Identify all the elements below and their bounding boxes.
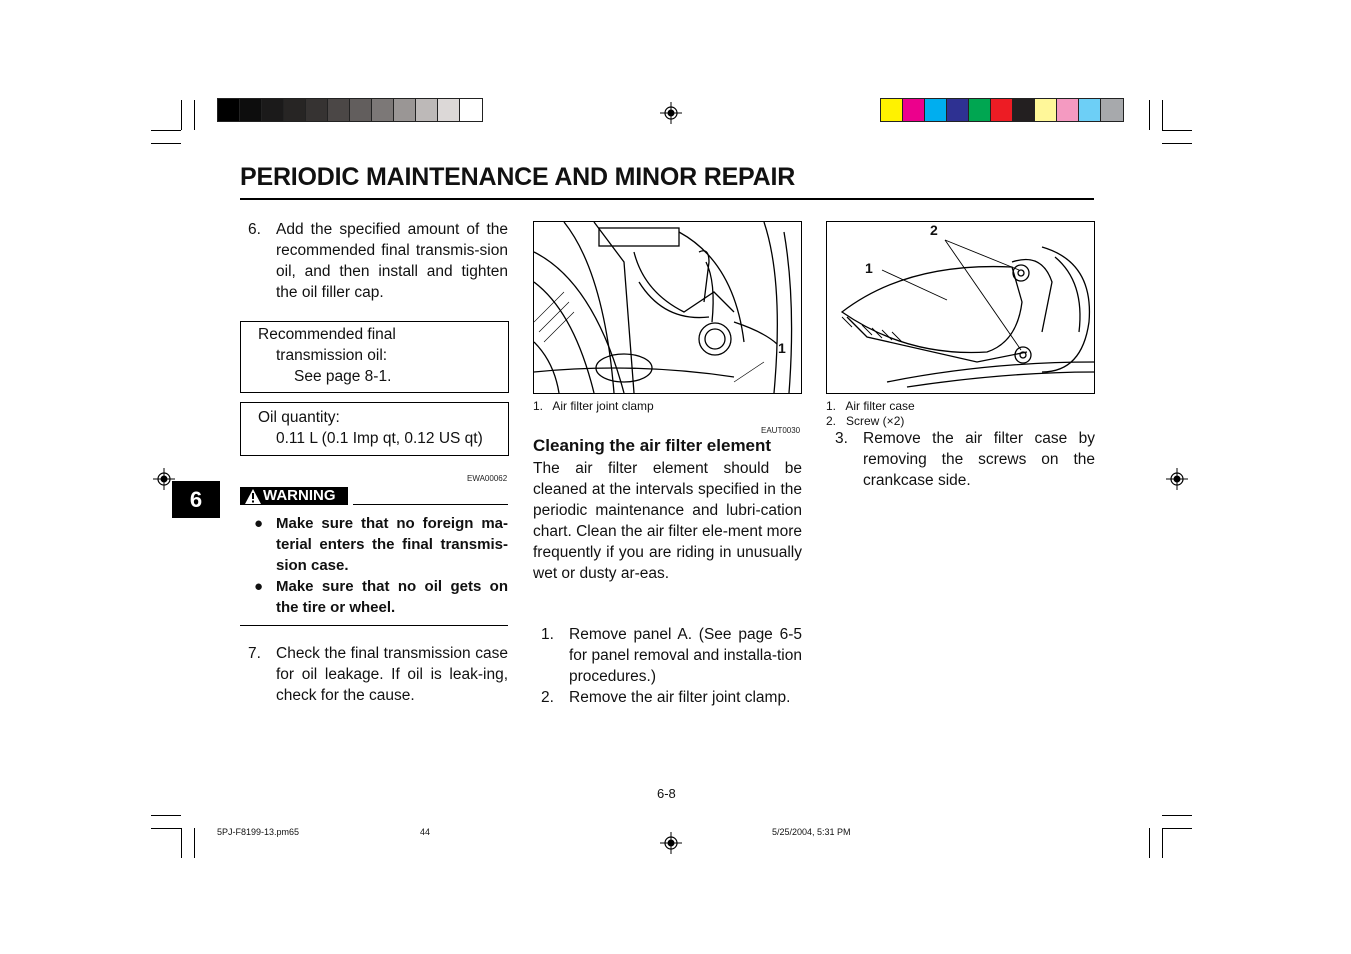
spec-value: See page 8-1. (294, 368, 392, 385)
crop-mark (181, 828, 182, 858)
color-swatch (1035, 99, 1057, 121)
color-swatch (903, 99, 925, 121)
warning-badge (240, 487, 348, 505)
crop-mark (1162, 828, 1192, 829)
color-swatch (925, 99, 947, 121)
color-swatch (416, 99, 438, 121)
warning-bullet-1 (254, 513, 508, 576)
page-title: PERIODIC MAINTENANCE AND MINOR REPAIR (240, 163, 796, 191)
step-number: 2. (541, 689, 554, 706)
crop-mark (1162, 815, 1192, 816)
warning-rule-top (353, 504, 508, 505)
crop-mark (151, 143, 181, 144)
color-swatch (947, 99, 969, 121)
registration-mark-icon (660, 832, 682, 854)
crop-mark (1162, 100, 1163, 130)
crop-mark (181, 100, 182, 130)
color-swatch (372, 99, 394, 121)
warning-triangle-icon (245, 489, 261, 504)
section-code: EAUT0030 (761, 426, 801, 435)
figure-callout: 1 (865, 260, 873, 276)
crop-mark (1149, 828, 1150, 858)
crop-mark (194, 100, 195, 130)
footer-file-name: 5PJ-F8199-13.pm65 (217, 827, 300, 837)
step-number: 1. (541, 626, 554, 643)
color-swatch (1013, 99, 1035, 121)
step-text: Remove the air filter case by removing the screws on the crankcase side. (863, 430, 1095, 489)
step-text: Remove the air filter joint clamp. (569, 689, 791, 706)
step-6 (248, 219, 508, 303)
color-swatch (350, 99, 372, 121)
footer-sheet-number: 44 (420, 827, 431, 837)
spec-value: 0.11 L (0.1 Imp qt, 0.12 US qt) (276, 430, 483, 447)
section-heading: Cleaning the air filter element (533, 436, 772, 455)
step-2 (541, 687, 802, 729)
color-swatch (881, 99, 903, 121)
color-swatch (438, 99, 460, 121)
step-text: Add the specified amount of the recommended final transmis-sion oil, and then install and tighten the oil filler cap. (276, 221, 508, 301)
step-number: 3. (835, 430, 848, 447)
air-filter-joint-clamp-illustration (534, 222, 801, 393)
crop-mark (151, 828, 181, 829)
crop-mark (151, 815, 181, 816)
step-1 (541, 624, 802, 687)
color-swatch (284, 99, 306, 121)
warning-rule-bottom (240, 625, 508, 626)
process-color-bar (880, 98, 1124, 122)
color-swatch (262, 99, 284, 121)
air-filter-case-illustration (827, 222, 1094, 393)
section-paragraph: The air filter element should be cleaned at the intervals specified in the periodic maintenance and lubri-cation chart. Clean the air filter ele-ment more frequently if you are riding in unusually wet or dusty ar-eas. (533, 460, 802, 582)
footer-timestamp: 5/25/2004, 5:31 PM (772, 827, 851, 837)
step-3 (835, 428, 1095, 491)
step-7 (248, 643, 508, 706)
spec-box-oil-type (240, 321, 509, 393)
warning-label: WARNING (263, 487, 336, 504)
figure-caption: 1. Air filter joint clamp (533, 399, 654, 413)
chapter-tab: 6 (172, 481, 220, 518)
crop-mark (1149, 100, 1150, 130)
title-rule (240, 198, 1094, 200)
step-number: 6. (248, 221, 261, 238)
color-swatch (394, 99, 416, 121)
step-text: Check the final transmission case for oil leakage. If oil is leak-ing, check for the cause. (276, 645, 508, 704)
color-swatch (240, 99, 262, 121)
crop-mark (151, 130, 181, 131)
warning-code: EWA00062 (467, 474, 508, 483)
step-number: 7. (248, 645, 261, 662)
color-swatch (460, 99, 482, 121)
crop-mark (1162, 143, 1192, 144)
registration-mark-icon (1166, 468, 1188, 490)
spec-label: Recommended final (258, 326, 396, 343)
warning-bullet-2 (254, 576, 508, 618)
warning-bullet-text: Make sure that no foreign ma-terial enters the final transmis-sion case. (276, 515, 508, 574)
bullet-dot-icon: ● (254, 515, 264, 532)
crop-mark (1162, 828, 1163, 858)
spec-box-oil-quantity (240, 402, 509, 456)
registration-mark-icon (660, 102, 682, 124)
crop-mark (194, 828, 195, 858)
grayscale-color-bar (217, 98, 483, 122)
color-swatch (328, 99, 350, 121)
figure-callout: 1 (778, 340, 786, 356)
figure-caption: 2. Screw (×2) (826, 414, 905, 428)
warning-bullet-text: Make sure that no oil gets on the tire or wheel. (276, 578, 508, 616)
spec-label: transmission oil: (276, 347, 388, 364)
spec-label: Oil quantity: (258, 409, 340, 426)
color-swatch (991, 99, 1013, 121)
color-swatch (218, 99, 240, 121)
color-swatch (969, 99, 991, 121)
figure-caption: 1. Air filter case (826, 399, 915, 413)
bullet-dot-icon: ● (254, 578, 264, 595)
figure-callout: 2 (930, 222, 938, 238)
color-swatch (1101, 99, 1123, 121)
color-swatch (1079, 99, 1101, 121)
crop-mark (1162, 130, 1192, 131)
color-swatch (1057, 99, 1079, 121)
color-swatch (306, 99, 328, 121)
figure-air-filter-joint-clamp (533, 221, 802, 394)
figure-air-filter-case (826, 221, 1095, 394)
page-number: 6-8 (657, 786, 676, 801)
step-text: Remove panel A. (See page 6-5 for panel removal and installa-tion procedures.) (569, 626, 802, 685)
